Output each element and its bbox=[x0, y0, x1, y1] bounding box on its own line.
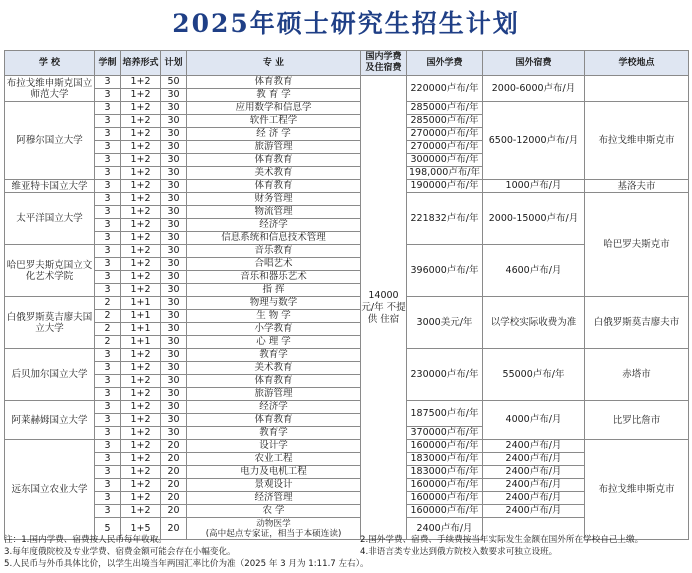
plan-cell: 30 bbox=[161, 167, 187, 180]
major-cell: 经济管理 bbox=[187, 492, 361, 505]
plan-cell: 30 bbox=[161, 245, 187, 258]
format-cell: 1+2 bbox=[121, 180, 161, 193]
format-cell: 1+2 bbox=[121, 206, 161, 219]
plan-cell: 30 bbox=[161, 180, 187, 193]
major-cell: 软件工程学 bbox=[187, 115, 361, 128]
format-cell: 1+2 bbox=[121, 427, 161, 440]
major-cell: 教 育 学 bbox=[187, 89, 361, 102]
table-row bbox=[5, 297, 689, 310]
major-cell: 合唱艺术 bbox=[187, 258, 361, 271]
location-cell: 白俄罗斯莫吉廖夫市 bbox=[585, 297, 689, 349]
plan-cell: 30 bbox=[161, 414, 187, 427]
header-duration: 学制 bbox=[95, 51, 121, 76]
duration-cell: 5 bbox=[95, 518, 121, 540]
plan-cell: 30 bbox=[161, 297, 187, 310]
duration-cell: 3 bbox=[95, 375, 121, 388]
format-cell: 1+2 bbox=[121, 258, 161, 271]
table-body bbox=[5, 76, 689, 540]
duration-cell: 3 bbox=[95, 154, 121, 167]
foreign-tuition-cell: 220000卢布/年 bbox=[407, 76, 483, 102]
foreign-tuition-cell: 198,000卢布/年 bbox=[407, 167, 483, 180]
format-cell: 1+2 bbox=[121, 89, 161, 102]
major-cell: 体育教育 bbox=[187, 76, 361, 89]
plan-cell: 30 bbox=[161, 154, 187, 167]
foreign-tuition-cell: 270000卢布/年 bbox=[407, 141, 483, 154]
header-format: 培养形式 bbox=[121, 51, 161, 76]
foreign-tuition-cell: 285000卢布/年 bbox=[407, 102, 483, 115]
duration-cell: 2 bbox=[95, 336, 121, 349]
header-foreign-dorm: 国外宿费 bbox=[483, 51, 585, 76]
duration-cell: 3 bbox=[95, 466, 121, 479]
format-cell: 1+2 bbox=[121, 492, 161, 505]
duration-cell: 3 bbox=[95, 453, 121, 466]
foreign-tuition-cell: 3000美元/年 bbox=[407, 297, 483, 349]
major-cell: 物流管理 bbox=[187, 206, 361, 219]
foreign-tuition-cell: 270000卢布/年 bbox=[407, 128, 483, 141]
school-name-cell: 太平洋国立大学 bbox=[5, 193, 95, 245]
format-cell: 1+2 bbox=[121, 219, 161, 232]
plan-cell: 30 bbox=[161, 349, 187, 362]
school-name-cell: 布拉戈维申斯克国立师范大学 bbox=[5, 76, 95, 102]
major-cell: 农 学 bbox=[187, 505, 361, 518]
format-cell: 1+2 bbox=[121, 466, 161, 479]
plan-cell: 20 bbox=[161, 453, 187, 466]
foreign-tuition-cell: 190000卢布/年 bbox=[407, 180, 483, 193]
school-name-cell: 维亚特卡国立大学 bbox=[5, 180, 95, 193]
major-cell: 经 济 学 bbox=[187, 128, 361, 141]
format-cell: 1+2 bbox=[121, 271, 161, 284]
format-cell: 1+2 bbox=[121, 401, 161, 414]
plan-cell: 30 bbox=[161, 375, 187, 388]
table-row bbox=[5, 193, 689, 206]
format-cell: 1+1 bbox=[121, 336, 161, 349]
duration-cell: 3 bbox=[95, 232, 121, 245]
major-cell: 动物医学 (高中起点专家证，相当于本硕连读) bbox=[187, 518, 361, 540]
plan-cell: 30 bbox=[161, 310, 187, 323]
location-cell: 基洛夫市 bbox=[585, 180, 689, 193]
duration-cell: 3 bbox=[95, 206, 121, 219]
plan-cell: 50 bbox=[161, 76, 187, 89]
major-cell: 体育教育 bbox=[187, 375, 361, 388]
foreign-dorm-cell: 2400卢布/月 bbox=[483, 492, 585, 505]
duration-cell: 3 bbox=[95, 102, 121, 115]
duration-cell: 3 bbox=[95, 219, 121, 232]
plan-cell: 30 bbox=[161, 388, 187, 401]
format-cell: 1+2 bbox=[121, 414, 161, 427]
location-cell: 哈巴罗夫斯克市 bbox=[585, 193, 689, 297]
domestic-fee-cell: 14000 元/年 不提供 住宿 bbox=[361, 76, 407, 540]
major-cell: 应用数学和信息学 bbox=[187, 102, 361, 115]
plan-cell: 30 bbox=[161, 115, 187, 128]
foreign-tuition-cell: 160000卢布/年 bbox=[407, 479, 483, 492]
plan-cell: 30 bbox=[161, 336, 187, 349]
foreign-tuition-cell: 396000卢布/年 bbox=[407, 245, 483, 297]
major-cell: 指 挥 bbox=[187, 284, 361, 297]
format-cell: 1+2 bbox=[121, 115, 161, 128]
location-cell: 布拉戈维申斯克市 bbox=[585, 102, 689, 180]
major-cell: 心 理 学 bbox=[187, 336, 361, 349]
format-cell: 1+2 bbox=[121, 440, 161, 453]
plan-cell: 30 bbox=[161, 258, 187, 271]
duration-cell: 3 bbox=[95, 180, 121, 193]
major-cell: 体育教育 bbox=[187, 154, 361, 167]
foreign-dorm-cell: 2400卢布/月 bbox=[483, 505, 585, 518]
major-cell: 小学教育 bbox=[187, 323, 361, 336]
location-cell: 比罗比詹市 bbox=[585, 401, 689, 440]
foreign-dorm-cell: 6500-12000卢布/月 bbox=[483, 102, 585, 180]
major-cell: 旅游管理 bbox=[187, 388, 361, 401]
duration-cell: 2 bbox=[95, 323, 121, 336]
enrollment-table bbox=[4, 50, 689, 540]
format-cell: 1+2 bbox=[121, 193, 161, 206]
header-location: 学校地点 bbox=[585, 51, 689, 76]
header-domestic-fee: 国内学费 及住宿费 bbox=[361, 51, 407, 76]
table-row bbox=[5, 180, 689, 193]
major-cell: 电力及电机工程 bbox=[187, 466, 361, 479]
format-cell: 1+2 bbox=[121, 362, 161, 375]
plan-cell: 30 bbox=[161, 271, 187, 284]
duration-cell: 3 bbox=[95, 505, 121, 518]
major-cell: 教育学 bbox=[187, 349, 361, 362]
note-2: 2.国外学费、宿费、手续费按当年实际发生金额在国外所在学校自己上缴。 bbox=[360, 535, 644, 545]
note-3: 3.每年度俄院校及专业学费、宿费金额可能会存在小幅变化。 bbox=[4, 547, 236, 557]
major-cell: 旅游管理 bbox=[187, 141, 361, 154]
duration-cell: 3 bbox=[95, 427, 121, 440]
duration-cell: 3 bbox=[95, 128, 121, 141]
foreign-dorm-cell: 4600卢布/月 bbox=[483, 245, 585, 297]
duration-cell: 3 bbox=[95, 76, 121, 89]
format-cell: 1+2 bbox=[121, 128, 161, 141]
foreign-tuition-cell: 230000卢布/年 bbox=[407, 349, 483, 401]
major-cell: 经济学 bbox=[187, 219, 361, 232]
school-name-cell: 哈巴罗夫斯克国立文化艺术学院 bbox=[5, 245, 95, 297]
foreign-tuition-cell: 160000卢布/年 bbox=[407, 440, 483, 453]
location-cell: 布拉戈维申斯克市 bbox=[585, 440, 689, 540]
footnotes bbox=[4, 534, 688, 570]
foreign-dorm-cell: 4000卢布/月 bbox=[483, 401, 585, 440]
duration-cell: 3 bbox=[95, 193, 121, 206]
plan-cell: 20 bbox=[161, 479, 187, 492]
format-cell: 1+5 bbox=[121, 518, 161, 540]
table-row bbox=[5, 76, 689, 89]
format-cell: 1+1 bbox=[121, 310, 161, 323]
format-cell: 1+1 bbox=[121, 297, 161, 310]
table-row bbox=[5, 102, 689, 115]
plan-cell: 30 bbox=[161, 401, 187, 414]
major-cell: 财务管理 bbox=[187, 193, 361, 206]
format-cell: 1+2 bbox=[121, 388, 161, 401]
foreign-dorm-cell: 2000-6000卢布/月 bbox=[483, 76, 585, 102]
format-cell: 1+2 bbox=[121, 479, 161, 492]
location-cell bbox=[585, 76, 689, 102]
duration-cell: 3 bbox=[95, 115, 121, 128]
major-cell: 美术教育 bbox=[187, 167, 361, 180]
foreign-tuition-cell: 300000卢布/年 bbox=[407, 154, 483, 167]
foreign-tuition-cell: 187500卢布/年 bbox=[407, 401, 483, 427]
duration-cell: 3 bbox=[95, 167, 121, 180]
table-row bbox=[5, 440, 689, 453]
duration-cell: 3 bbox=[95, 141, 121, 154]
major-cell: 美术教育 bbox=[187, 362, 361, 375]
plan-cell: 30 bbox=[161, 219, 187, 232]
duration-cell: 3 bbox=[95, 401, 121, 414]
major-cell: 景观设计 bbox=[187, 479, 361, 492]
duration-cell: 3 bbox=[95, 492, 121, 505]
major-cell: 信息系统和信息技术管理 bbox=[187, 232, 361, 245]
format-cell: 1+2 bbox=[121, 141, 161, 154]
plan-cell: 30 bbox=[161, 193, 187, 206]
note-5: 5.人民币与外币具体比价，以学生出境当年两国汇率比价为准（2025 年 3 月为 1:11.7 左右）。 bbox=[4, 559, 369, 569]
duration-cell: 3 bbox=[95, 271, 121, 284]
school-name-cell: 后贝加尔国立大学 bbox=[5, 349, 95, 401]
format-cell: 1+2 bbox=[121, 505, 161, 518]
duration-cell: 3 bbox=[95, 388, 121, 401]
duration-cell: 2 bbox=[95, 297, 121, 310]
major-cell: 生 物 学 bbox=[187, 310, 361, 323]
duration-cell: 2 bbox=[95, 310, 121, 323]
format-cell: 1+2 bbox=[121, 349, 161, 362]
major-cell: 设计学 bbox=[187, 440, 361, 453]
plan-cell: 30 bbox=[161, 89, 187, 102]
plan-cell: 30 bbox=[161, 427, 187, 440]
header-foreign-tuition: 国外学费 bbox=[407, 51, 483, 76]
foreign-tuition-cell: 183000卢布/年 bbox=[407, 453, 483, 466]
major-cell: 体育教育 bbox=[187, 180, 361, 193]
duration-cell: 3 bbox=[95, 362, 121, 375]
plan-cell: 30 bbox=[161, 284, 187, 297]
page-title: 2025年硕士研究生招生计划 bbox=[172, 9, 520, 38]
plan-cell: 20 bbox=[161, 440, 187, 453]
foreign-dorm-cell: 1000卢布/月 bbox=[483, 180, 585, 193]
foreign-dorm-cell: 2400卢布/月 bbox=[407, 518, 483, 540]
plan-cell: 30 bbox=[161, 206, 187, 219]
major-cell: 音乐教育 bbox=[187, 245, 361, 258]
major-cell: 体育教育 bbox=[187, 414, 361, 427]
foreign-dorm-cell: 2400卢布/月 bbox=[483, 479, 585, 492]
plan-cell: 20 bbox=[161, 518, 187, 540]
note-4: 4.非语言类专业达到俄方院校入数要求可独立设班。 bbox=[360, 547, 558, 557]
major-cell: 物理与数学 bbox=[187, 297, 361, 310]
duration-cell: 3 bbox=[95, 440, 121, 453]
duration-cell: 3 bbox=[95, 414, 121, 427]
format-cell: 1+2 bbox=[121, 375, 161, 388]
duration-cell: 3 bbox=[95, 284, 121, 297]
header-plan: 计划 bbox=[161, 51, 187, 76]
duration-cell: 3 bbox=[95, 349, 121, 362]
plan-cell: 20 bbox=[161, 492, 187, 505]
foreign-tuition-cell: 370000卢布/年 bbox=[407, 427, 483, 440]
foreign-tuition-cell: 160000卢布/年 bbox=[407, 492, 483, 505]
header-school: 学 校 bbox=[5, 51, 95, 76]
foreign-dorm-cell: 2400卢布/月 bbox=[483, 466, 585, 479]
format-cell: 1+2 bbox=[121, 284, 161, 297]
foreign-dorm-cell: 2400卢布/月 bbox=[483, 453, 585, 466]
school-name-cell: 阿穆尔国立大学 bbox=[5, 102, 95, 180]
major-cell: 经济学 bbox=[187, 401, 361, 414]
plan-cell: 20 bbox=[161, 505, 187, 518]
foreign-tuition-cell: 183000卢布/年 bbox=[407, 466, 483, 479]
duration-cell: 3 bbox=[95, 245, 121, 258]
format-cell: 1+2 bbox=[121, 102, 161, 115]
major-cell: 音乐和器乐艺术 bbox=[187, 271, 361, 284]
table-row bbox=[5, 401, 689, 414]
plan-cell: 20 bbox=[161, 466, 187, 479]
foreign-dorm-cell: 2400卢布/月 bbox=[483, 440, 585, 453]
format-cell: 1+2 bbox=[121, 232, 161, 245]
major-cell: 教育学 bbox=[187, 427, 361, 440]
plan-cell: 30 bbox=[161, 232, 187, 245]
duration-cell: 3 bbox=[95, 479, 121, 492]
format-cell: 1+2 bbox=[121, 76, 161, 89]
format-cell: 1+2 bbox=[121, 245, 161, 258]
table-header-row bbox=[5, 51, 689, 76]
foreign-tuition-cell: 221832卢布/年 bbox=[407, 193, 483, 245]
header-major: 专 业 bbox=[187, 51, 361, 76]
school-name-cell: 白俄罗斯莫吉廖夫国立大学 bbox=[5, 297, 95, 349]
foreign-tuition-cell: 160000卢布/年 bbox=[407, 505, 483, 518]
location-cell: 赤塔市 bbox=[585, 349, 689, 401]
foreign-dorm-cell: 2000-15000卢布/月 bbox=[483, 193, 585, 245]
format-cell: 1+2 bbox=[121, 453, 161, 466]
plan-cell: 30 bbox=[161, 102, 187, 115]
foreign-dorm-cell: 以学校实际收费为准 bbox=[483, 297, 585, 349]
plan-cell: 30 bbox=[161, 362, 187, 375]
plan-cell: 30 bbox=[161, 141, 187, 154]
format-cell: 1+2 bbox=[121, 167, 161, 180]
foreign-tuition-cell: 285000卢布/年 bbox=[407, 115, 483, 128]
table-row bbox=[5, 349, 689, 362]
format-cell: 1+1 bbox=[121, 323, 161, 336]
school-name-cell: 远东国立农业大学 bbox=[5, 440, 95, 540]
school-name-cell: 阿莱赫姆国立大学 bbox=[5, 401, 95, 440]
plan-cell: 30 bbox=[161, 323, 187, 336]
plan-cell: 30 bbox=[161, 128, 187, 141]
duration-cell: 3 bbox=[95, 258, 121, 271]
major-cell: 农业工程 bbox=[187, 453, 361, 466]
foreign-dorm-cell: 55000卢布/年 bbox=[483, 349, 585, 401]
duration-cell: 3 bbox=[95, 89, 121, 102]
note-1: 注：1.国内学费、宿费按人民币每年收取。 bbox=[4, 535, 167, 545]
format-cell: 1+2 bbox=[121, 154, 161, 167]
